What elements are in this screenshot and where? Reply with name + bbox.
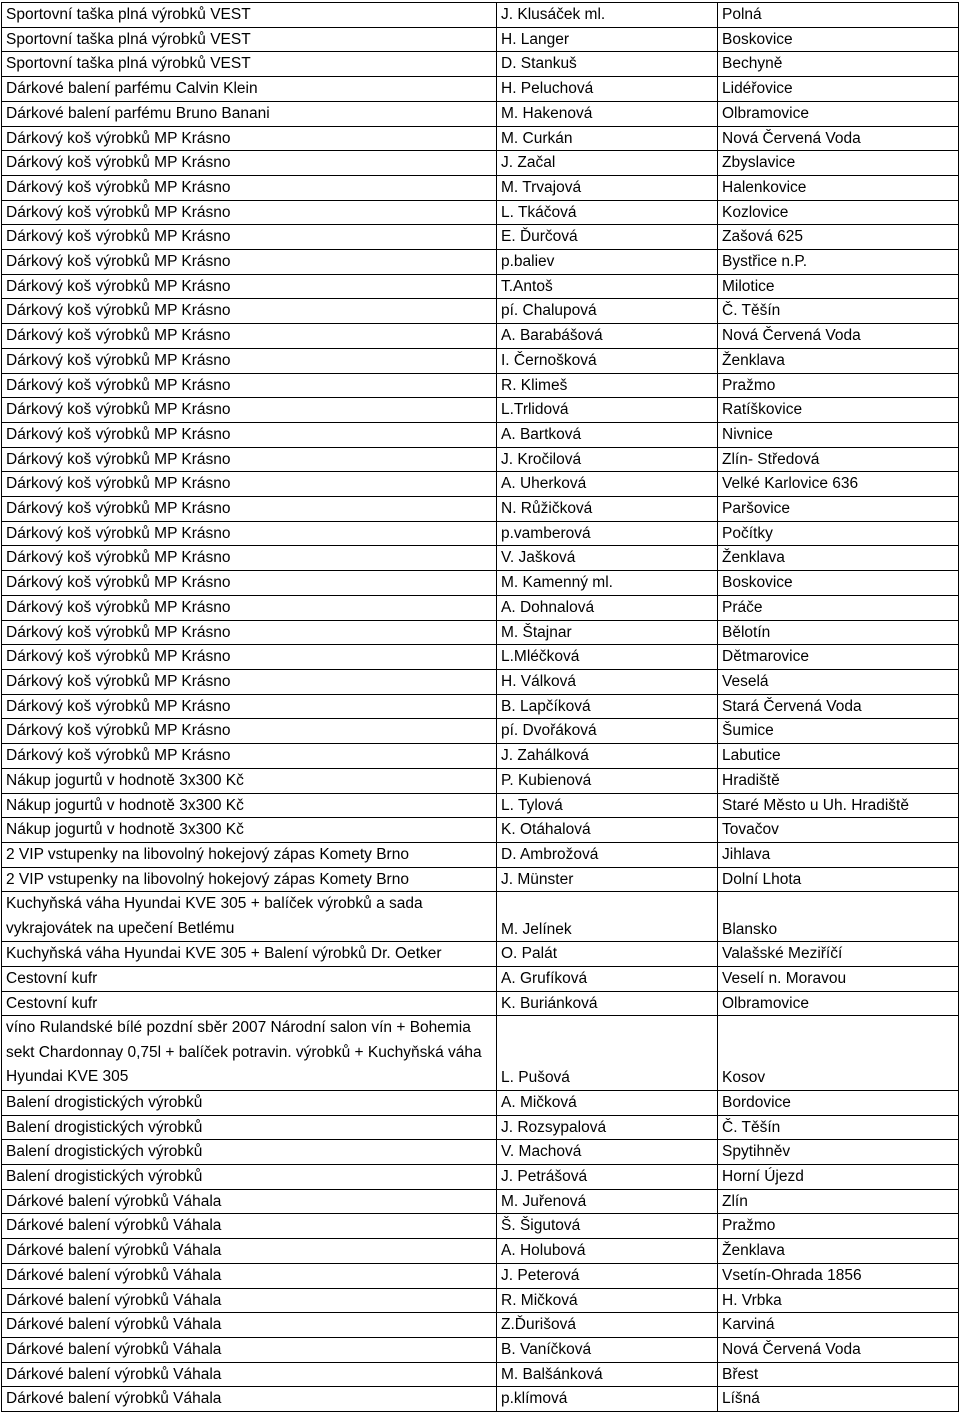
prize-cell: Kuchyňská váha Hyundai KVE 305 + balíček výrobků a sada vykrajovátek na upečení Betlému xyxy=(2,892,497,942)
prize-cell: Dárkový koš výrobků MP Krásno xyxy=(2,546,497,571)
prize-cell: Balení drogistických výrobků xyxy=(2,1115,497,1140)
winner-cell: D. Stankuš xyxy=(497,52,718,77)
table-row xyxy=(2,546,959,571)
table-row xyxy=(2,1214,959,1239)
prize-cell: Dárkový koš výrobků MP Krásno xyxy=(2,274,497,299)
town-cell: Tovačov xyxy=(718,818,959,843)
prize-cell: Nákup jogurtů v hodnotě 3x300 Kč xyxy=(2,768,497,793)
table-row xyxy=(2,942,959,967)
prize-cell: Dárkové balení výrobků Váhala xyxy=(2,1288,497,1313)
winner-cell: A. Bartková xyxy=(497,422,718,447)
town-cell: H. Vrbka xyxy=(718,1288,959,1313)
table-row xyxy=(2,669,959,694)
winner-cell: O. Palát xyxy=(497,942,718,967)
winner-cell: p.vamberová xyxy=(497,521,718,546)
winner-cell: A. Grufíková xyxy=(497,967,718,992)
table-row xyxy=(2,1362,959,1387)
town-cell: Karviná xyxy=(718,1313,959,1338)
prize-cell: Dárkové balení výrobků Váhala xyxy=(2,1362,497,1387)
town-cell: Ženklava xyxy=(718,1239,959,1264)
town-cell: Zbyslavice xyxy=(718,151,959,176)
prize-cell: Dárkový koš výrobků MP Krásno xyxy=(2,694,497,719)
winner-cell: R. Klimeš xyxy=(497,373,718,398)
prize-cell: Dárkové balení výrobků Váhala xyxy=(2,1313,497,1338)
winner-cell: A. Barabášová xyxy=(497,324,718,349)
town-cell: Valašské Meziříčí xyxy=(718,942,959,967)
town-cell: Halenkovice xyxy=(718,175,959,200)
town-cell: Polná xyxy=(718,3,959,28)
table-row xyxy=(2,126,959,151)
prize-cell: 2 VIP vstupenky na libovolný hokejový zápas Komety Brno xyxy=(2,867,497,892)
town-cell: Olbramovice xyxy=(718,101,959,126)
town-cell: Ženklava xyxy=(718,546,959,571)
town-cell: Bělotín xyxy=(718,620,959,645)
winner-cell: P. Kubienová xyxy=(497,768,718,793)
table-row xyxy=(2,1115,959,1140)
table-row xyxy=(2,299,959,324)
winner-cell: K. Otáhalová xyxy=(497,818,718,843)
table-row xyxy=(2,324,959,349)
winner-cell: M. Curkán xyxy=(497,126,718,151)
table-row xyxy=(2,744,959,769)
table-row xyxy=(2,1016,959,1091)
table-row xyxy=(2,348,959,373)
prize-cell: Dárkový koš výrobků MP Krásno xyxy=(2,126,497,151)
winner-cell: M. Jelínek xyxy=(497,892,718,942)
town-cell: Nová Červená Voda xyxy=(718,126,959,151)
winner-cell: L. Tkáčová xyxy=(497,200,718,225)
table-row xyxy=(2,398,959,423)
table-row xyxy=(2,892,959,942)
prize-cell: Dárkový koš výrobků MP Krásno xyxy=(2,497,497,522)
winner-cell: J. Münster xyxy=(497,867,718,892)
town-cell: Líšná xyxy=(718,1387,959,1412)
town-cell: Hradiště xyxy=(718,768,959,793)
prize-cell: Cestovní kufr xyxy=(2,991,497,1016)
table-row xyxy=(2,175,959,200)
table-row xyxy=(2,250,959,275)
table-row xyxy=(2,27,959,52)
town-cell: Dětmarovice xyxy=(718,645,959,670)
prize-cell: Balení drogistických výrobků xyxy=(2,1090,497,1115)
winner-cell: E. Ďurčová xyxy=(497,225,718,250)
table-row xyxy=(2,694,959,719)
town-cell: Stará Červená Voda xyxy=(718,694,959,719)
table-row xyxy=(2,571,959,596)
table-row xyxy=(2,422,959,447)
prize-cell: Dárkový koš výrobků MP Krásno xyxy=(2,398,497,423)
prize-cell: Dárkový koš výrobků MP Krásno xyxy=(2,571,497,596)
town-cell: Ženklava xyxy=(718,348,959,373)
prize-cell: Sportovní taška plná výrobků VEST xyxy=(2,3,497,28)
winner-cell: N. Růžičková xyxy=(497,497,718,522)
town-cell: Labutice xyxy=(718,744,959,769)
table-row xyxy=(2,867,959,892)
town-cell: Boskovice xyxy=(718,27,959,52)
winner-cell: M. Kamenný ml. xyxy=(497,571,718,596)
table-row xyxy=(2,225,959,250)
prize-cell: Cestovní kufr xyxy=(2,967,497,992)
town-cell: Veselá xyxy=(718,669,959,694)
town-cell: Lidéřovice xyxy=(718,77,959,102)
prize-cell: Dárkový koš výrobků MP Krásno xyxy=(2,348,497,373)
winner-cell: D. Ambrožová xyxy=(497,842,718,867)
winner-cell: M. Štajnar xyxy=(497,620,718,645)
table-row xyxy=(2,1288,959,1313)
table-row xyxy=(2,842,959,867)
prize-cell: Dárkový koš výrobků MP Krásno xyxy=(2,595,497,620)
table-row xyxy=(2,1090,959,1115)
winner-cell: I. Černošková xyxy=(497,348,718,373)
winner-cell: J. Začal xyxy=(497,151,718,176)
prize-cell: Dárkový koš výrobků MP Krásno xyxy=(2,669,497,694)
winner-cell: A. Holubová xyxy=(497,1239,718,1264)
table-row xyxy=(2,967,959,992)
town-cell: Ratíškovice xyxy=(718,398,959,423)
winners-table-body xyxy=(2,3,959,1412)
table-row xyxy=(2,101,959,126)
winner-cell: V. Jašková xyxy=(497,546,718,571)
winner-cell: B. Vaníčková xyxy=(497,1337,718,1362)
winner-cell: J. Zahálková xyxy=(497,744,718,769)
prize-cell: Dárkové balení parfému Calvin Klein xyxy=(2,77,497,102)
town-cell: Bechyně xyxy=(718,52,959,77)
town-cell: Staré Město u Uh. Hradiště xyxy=(718,793,959,818)
prize-cell: Dárkový koš výrobků MP Krásno xyxy=(2,472,497,497)
table-row xyxy=(2,447,959,472)
prize-cell: Nákup jogurtů v hodnotě 3x300 Kč xyxy=(2,793,497,818)
winner-cell: Š. Šigutová xyxy=(497,1214,718,1239)
table-row xyxy=(2,1165,959,1190)
winner-cell: L. Tylová xyxy=(497,793,718,818)
town-cell: Pražmo xyxy=(718,373,959,398)
table-row xyxy=(2,521,959,546)
winners-table xyxy=(1,2,959,1412)
prize-cell: Dárkový koš výrobků MP Krásno xyxy=(2,744,497,769)
town-cell: Velké Karlovice 636 xyxy=(718,472,959,497)
winner-cell: J. Klusáček ml. xyxy=(497,3,718,28)
table-row xyxy=(2,3,959,28)
prize-cell: Dárkový koš výrobků MP Krásno xyxy=(2,151,497,176)
table-row xyxy=(2,52,959,77)
prize-cell: Balení drogistických výrobků xyxy=(2,1140,497,1165)
table-row xyxy=(2,1337,959,1362)
table-row xyxy=(2,274,959,299)
town-cell: Práče xyxy=(718,595,959,620)
winner-cell: A. Dohnalová xyxy=(497,595,718,620)
town-cell: Veselí n. Moravou xyxy=(718,967,959,992)
prize-cell: Dárkový koš výrobků MP Krásno xyxy=(2,200,497,225)
prize-cell: Dárkový koš výrobků MP Krásno xyxy=(2,447,497,472)
town-cell: Paršovice xyxy=(718,497,959,522)
prize-cell: Dárkové balení výrobků Váhala xyxy=(2,1263,497,1288)
winner-cell: A. Mičková xyxy=(497,1090,718,1115)
winner-cell: Z.Ďurišová xyxy=(497,1313,718,1338)
table-row xyxy=(2,1140,959,1165)
table-row xyxy=(2,719,959,744)
prize-cell: Sportovní taška plná výrobků VEST xyxy=(2,52,497,77)
town-cell: Olbramovice xyxy=(718,991,959,1016)
prize-cell: Dárkový koš výrobků MP Krásno xyxy=(2,250,497,275)
table-row xyxy=(2,645,959,670)
town-cell: Šumice xyxy=(718,719,959,744)
town-cell: Jihlava xyxy=(718,842,959,867)
winner-cell: p.klímová xyxy=(497,1387,718,1412)
town-cell: Č. Těšín xyxy=(718,1115,959,1140)
table-row xyxy=(2,1239,959,1264)
town-cell: Č. Těšín xyxy=(718,299,959,324)
winner-cell: M. Hakenová xyxy=(497,101,718,126)
town-cell: Zlín- Středová xyxy=(718,447,959,472)
winner-cell: R. Mičková xyxy=(497,1288,718,1313)
prize-cell: Dárkové balení výrobků Váhala xyxy=(2,1214,497,1239)
town-cell: Kozlovice xyxy=(718,200,959,225)
prize-cell: 2 VIP vstupenky na libovolný hokejový zápas Komety Brno xyxy=(2,842,497,867)
table-row xyxy=(2,768,959,793)
prize-cell: Balení drogistických výrobků xyxy=(2,1165,497,1190)
winner-cell: pí. Dvořáková xyxy=(497,719,718,744)
winner-cell: J. Kročilová xyxy=(497,447,718,472)
town-cell: Nová Červená Voda xyxy=(718,1337,959,1362)
table-row xyxy=(2,77,959,102)
town-cell: Kosov xyxy=(718,1016,959,1091)
town-cell: Nivnice xyxy=(718,422,959,447)
town-cell: Počítky xyxy=(718,521,959,546)
winner-cell: M. Balšánková xyxy=(497,1362,718,1387)
prize-cell: víno Rulandské bílé pozdní sběr 2007 Národní salon vín + Bohemia sekt Chardonnay 0,75l + balíček potravin. výrobků + Kuchyňská váha Hyundai KVE 305 xyxy=(2,1016,497,1091)
town-cell: Bystřice n.P. xyxy=(718,250,959,275)
winner-cell: H. Válková xyxy=(497,669,718,694)
table-row xyxy=(2,200,959,225)
winner-cell: J. Petrášová xyxy=(497,1165,718,1190)
table-row xyxy=(2,818,959,843)
prize-cell: Dárkový koš výrobků MP Krásno xyxy=(2,373,497,398)
winner-cell: M. Juřenová xyxy=(497,1189,718,1214)
prize-cell: Dárkové balení parfému Bruno Banani xyxy=(2,101,497,126)
winner-cell: M. Trvajová xyxy=(497,175,718,200)
prize-cell: Dárkový koš výrobků MP Krásno xyxy=(2,521,497,546)
table-row xyxy=(2,991,959,1016)
winner-cell: p.baliev xyxy=(497,250,718,275)
table-row xyxy=(2,497,959,522)
town-cell: Zlín xyxy=(718,1189,959,1214)
table-row xyxy=(2,1313,959,1338)
prize-cell: Dárkové balení výrobků Váhala xyxy=(2,1189,497,1214)
table-row xyxy=(2,151,959,176)
table-row xyxy=(2,595,959,620)
winner-cell: K. Buriánková xyxy=(497,991,718,1016)
winner-cell: J. Rozsypalová xyxy=(497,1115,718,1140)
table-row xyxy=(2,1189,959,1214)
winner-cell: H. Peluchová xyxy=(497,77,718,102)
town-cell: Bordovice xyxy=(718,1090,959,1115)
town-cell: Spytihněv xyxy=(718,1140,959,1165)
prize-cell: Dárkové balení výrobků Váhala xyxy=(2,1387,497,1412)
prize-cell: Dárkový koš výrobků MP Krásno xyxy=(2,324,497,349)
prize-cell: Nákup jogurtů v hodnotě 3x300 Kč xyxy=(2,818,497,843)
prize-cell: Dárkový koš výrobků MP Krásno xyxy=(2,225,497,250)
prize-cell: Dárkový koš výrobků MP Krásno xyxy=(2,620,497,645)
table-row xyxy=(2,373,959,398)
table-row xyxy=(2,620,959,645)
winner-cell: T.Antoš xyxy=(497,274,718,299)
town-cell: Pražmo xyxy=(718,1214,959,1239)
table-row xyxy=(2,1387,959,1412)
prize-cell: Kuchyňská váha Hyundai KVE 305 + Balení výrobků Dr. Oetker xyxy=(2,942,497,967)
table-row xyxy=(2,472,959,497)
town-cell: Vsetín-Ohrada 1856 xyxy=(718,1263,959,1288)
table-row xyxy=(2,793,959,818)
winner-cell: J. Peterová xyxy=(497,1263,718,1288)
prize-cell: Dárkové balení výrobků Váhala xyxy=(2,1337,497,1362)
town-cell: Břest xyxy=(718,1362,959,1387)
prize-cell: Dárkové balení výrobků Váhala xyxy=(2,1239,497,1264)
prize-cell: Dárkový koš výrobků MP Krásno xyxy=(2,299,497,324)
winner-cell: V. Machová xyxy=(497,1140,718,1165)
table-row xyxy=(2,1263,959,1288)
town-cell: Nová Červená Voda xyxy=(718,324,959,349)
town-cell: Dolní Lhota xyxy=(718,867,959,892)
prize-cell: Dárkový koš výrobků MP Krásno xyxy=(2,645,497,670)
town-cell: Blansko xyxy=(718,892,959,942)
town-cell: Zašová 625 xyxy=(718,225,959,250)
prize-cell: Dárkový koš výrobků MP Krásno xyxy=(2,175,497,200)
town-cell: Milotice xyxy=(718,274,959,299)
winner-cell: L. Pušová xyxy=(497,1016,718,1091)
town-cell: Horní Újezd xyxy=(718,1165,959,1190)
town-cell: Boskovice xyxy=(718,571,959,596)
prize-cell: Dárkový koš výrobků MP Krásno xyxy=(2,422,497,447)
winner-cell: L.Trlidová xyxy=(497,398,718,423)
prize-cell: Sportovní taška plná výrobků VEST xyxy=(2,27,497,52)
winner-cell: B. Lapčíková xyxy=(497,694,718,719)
winner-cell: A. Uherková xyxy=(497,472,718,497)
prize-cell: Dárkový koš výrobků MP Krásno xyxy=(2,719,497,744)
winner-cell: L.Mléčková xyxy=(497,645,718,670)
winner-cell: H. Langer xyxy=(497,27,718,52)
winner-cell: pí. Chalupová xyxy=(497,299,718,324)
